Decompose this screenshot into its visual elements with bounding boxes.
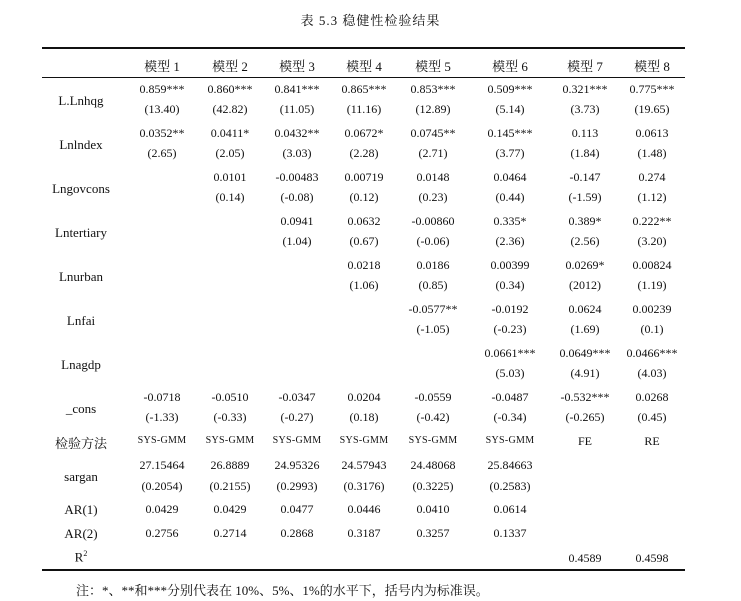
stat-cell: (2.36) [495,234,525,248]
ar1-cell: 0.0410 [416,502,450,516]
method-cell: SYS-GMM [272,435,322,446]
coefficient-cell: 0.0148 [416,170,450,184]
coefficient-cell: 0.0661*** [484,346,536,360]
stat-cell: (0.12) [349,190,379,204]
column-header-1: 模型 1 [144,59,180,74]
coefficient-cell: -0.0192 [491,302,529,316]
stat-cell: (0.14) [215,190,245,204]
coefficient-cell: 0.113 [571,126,599,140]
stat-cell: (0.45) [637,410,667,424]
stat-cell: (4.91) [570,366,600,380]
coefficient-cell: 0.0432** [274,126,320,140]
stat-cell: (42.82) [212,102,248,116]
coefficient-cell: 0.859*** [139,82,185,96]
stat-cell: (3.73) [570,102,600,116]
coefficient-cell: 0.0268 [635,390,669,404]
stat-cell: (1.84) [570,146,600,160]
stat-cell: (-0.34) [493,410,527,424]
stat-cell: (0.18) [349,410,379,424]
sargan-pvalue-cell: (0.2583) [489,479,531,493]
sargan-pvalue-cell: (0.3176) [343,479,385,493]
coefficient-cell: -0.0510 [211,390,249,404]
stat-cell: (1.04) [282,234,312,248]
stat-cell: (-0.33) [213,410,247,424]
coefficient-cell: 0.853*** [410,82,456,96]
r2-cell: 0.4589 [568,551,602,565]
header-rule [42,77,685,78]
stat-cell: (1.48) [637,146,667,160]
coefficient-cell: 0.775*** [629,82,675,96]
coefficient-cell: 0.0466*** [626,346,678,360]
stat-cell: (0.44) [495,190,525,204]
coefficient-cell: 0.274 [638,170,666,184]
coefficient-cell: 0.509*** [487,82,533,96]
stat-cell: (-0.42) [416,410,450,424]
coefficient-cell: 0.0352** [139,126,185,140]
ar1-cell: 0.0429 [213,502,247,516]
r2-superscript: 2 [83,549,88,558]
column-header-5: 模型 5 [415,59,451,74]
sargan-cell: 24.48068 [410,458,456,472]
coefficient-cell: -0.0559 [414,390,452,404]
stat-cell: (-1.59) [568,190,602,204]
stat-cell: (13.40) [144,102,180,116]
coefficient-cell: 0.0186 [416,258,450,272]
row-label: Lnlndex [59,137,103,152]
column-header-7: 模型 7 [567,59,603,74]
coefficient-cell: 0.00239 [632,302,672,316]
stat-cell: (2012) [569,278,601,292]
row-label: Lngovcons [52,181,110,196]
stat-cell: (0.1) [640,322,664,336]
coefficient-cell: 0.0672* [344,126,384,140]
method-cell: FE [577,434,593,448]
top-rule [42,47,685,49]
stat-cell: (11.16) [346,102,382,116]
coefficient-cell: -0.0347 [278,390,316,404]
sargan-pvalue-cell: (0.2993) [276,479,318,493]
method-cell: SYS-GMM [408,435,458,446]
coefficient-cell: 0.0464 [493,170,527,184]
coefficient-cell: 0.389* [568,214,602,228]
stat-cell: (3.20) [637,234,667,248]
ar2-cell: 0.1337 [493,526,527,540]
stat-cell: (2.65) [147,146,177,160]
row-label: Lntertiary [55,225,107,240]
stat-cell: (5.14) [495,102,525,116]
column-header-8: 模型 8 [634,59,670,74]
coefficient-cell: -0.147 [569,170,601,184]
ar1-cell: 0.0446 [347,502,381,516]
method-cell: RE [644,434,660,448]
coefficient-cell: -0.532*** [560,390,610,404]
table-caption: 表 5.3 稳健性检验结果 [300,13,441,28]
r2-label [42,549,120,565]
sargan-cell: 24.95326 [274,458,320,472]
sargan-pvalue-cell: (0.2155) [209,479,251,493]
stat-cell: (5.03) [495,366,525,380]
sargan-pvalue-cell: (0.2054) [141,479,183,493]
coefficient-cell: -0.00860 [411,214,455,228]
coefficient-cell: 0.0745** [410,126,456,140]
coefficient-cell: -0.0718 [143,390,181,404]
method-cell: SYS-GMM [137,435,187,446]
coefficient-cell: -0.0487 [491,390,529,404]
stat-cell: (-0.08) [280,190,314,204]
coefficient-cell: 0.00399 [490,258,530,272]
coefficient-cell: 0.865*** [341,82,387,96]
sargan-cell: 25.84663 [487,458,533,472]
column-header-4: 模型 4 [346,59,382,74]
bottom-rule [42,569,685,571]
row-label: Lnurban [58,269,104,284]
coefficient-cell: 0.00719 [344,170,384,184]
stat-cell: (2.71) [418,146,448,160]
ar1-cell: 0.0477 [280,502,314,516]
stat-cell: (2.56) [570,234,600,248]
stat-cell: (-0.23) [493,322,527,336]
ar2-cell: 0.3187 [347,526,381,540]
coefficient-cell: 0.0649*** [559,346,611,360]
coefficient-cell: 0.0632 [347,214,381,228]
stat-cell: (0.85) [418,278,448,292]
method-label: 检验方法 [54,436,107,451]
r2-label-text: R [74,549,84,565]
stat-cell: (-0.27) [280,410,314,424]
row-label: _cons [65,401,97,416]
coefficient-cell: 0.222** [632,214,672,228]
stat-cell: (19.65) [634,102,670,116]
ar1-label: AR(1) [64,502,98,517]
stat-cell: (0.67) [349,234,379,248]
sargan-cell: 26.8889 [210,458,250,472]
stat-cell: (1.12) [637,190,667,204]
stat-cell: (-0.265) [565,410,605,424]
table-note: 注：*、**和***分别代表在 10%、5%、1%的水平下，括号内为标准误。 [76,583,489,598]
stat-cell: (1.06) [349,278,379,292]
sargan-pvalue-cell: (0.3225) [412,479,454,493]
coefficient-cell: -0.00483 [275,170,319,184]
method-cell: SYS-GMM [339,435,389,446]
stat-cell: (4.03) [637,366,667,380]
stat-cell: (1.19) [637,278,667,292]
stat-cell: (2.05) [215,146,245,160]
sargan-label: sargan [64,469,98,484]
stat-cell: (1.69) [570,322,600,336]
row-label: Lnfai [66,313,96,328]
coefficient-cell: 0.321*** [562,82,608,96]
ar1-cell: 0.0614 [493,502,527,516]
column-header-3: 模型 3 [279,59,315,74]
stat-cell: (-1.05) [416,322,450,336]
coefficient-cell: 0.860*** [207,82,253,96]
method-cell: SYS-GMM [205,435,255,446]
coefficient-cell: 0.335* [493,214,527,228]
ar2-cell: 0.2714 [213,526,247,540]
coefficient-cell: 0.145*** [487,126,533,140]
stat-cell: (3.03) [282,146,312,160]
stat-cell: (-0.06) [416,234,450,248]
coefficient-cell: 0.0204 [347,390,381,404]
coefficient-cell: 0.0218 [347,258,381,272]
column-header-2: 模型 2 [212,59,248,74]
ar2-cell: 0.2868 [280,526,314,540]
stat-cell: (0.23) [418,190,448,204]
row-label: Lnagdp [61,357,101,372]
coefficient-cell: 0.0624 [568,302,602,316]
coefficient-cell: 0.0941 [280,214,314,228]
coefficient-cell: 0.00824 [632,258,672,272]
method-cell: SYS-GMM [485,435,535,446]
row-label: L.Lnhqg [58,93,104,108]
stat-cell: (12.89) [415,102,451,116]
stat-cell: (-1.33) [145,410,179,424]
coefficient-cell: 0.0269* [565,258,605,272]
coefficient-cell: 0.0613 [635,126,669,140]
coefficient-cell: 0.0411* [210,126,250,140]
sargan-cell: 24.57943 [341,458,387,472]
stat-cell: (0.34) [495,278,525,292]
stat-cell: (2.28) [349,146,379,160]
ar1-cell: 0.0429 [145,502,179,516]
coefficient-cell: 0.0101 [213,170,247,184]
column-header-6: 模型 6 [492,59,528,74]
sargan-cell: 27.15464 [139,458,185,472]
stat-cell: (11.05) [279,102,315,116]
coefficient-cell: -0.0577** [408,302,458,316]
ar2-cell: 0.2756 [145,526,179,540]
stat-cell: (3.77) [495,146,525,160]
r2-cell: 0.4598 [635,551,669,565]
ar2-cell: 0.3257 [416,526,450,540]
coefficient-cell: 0.841*** [274,82,320,96]
ar2-label: AR(2) [64,526,98,541]
